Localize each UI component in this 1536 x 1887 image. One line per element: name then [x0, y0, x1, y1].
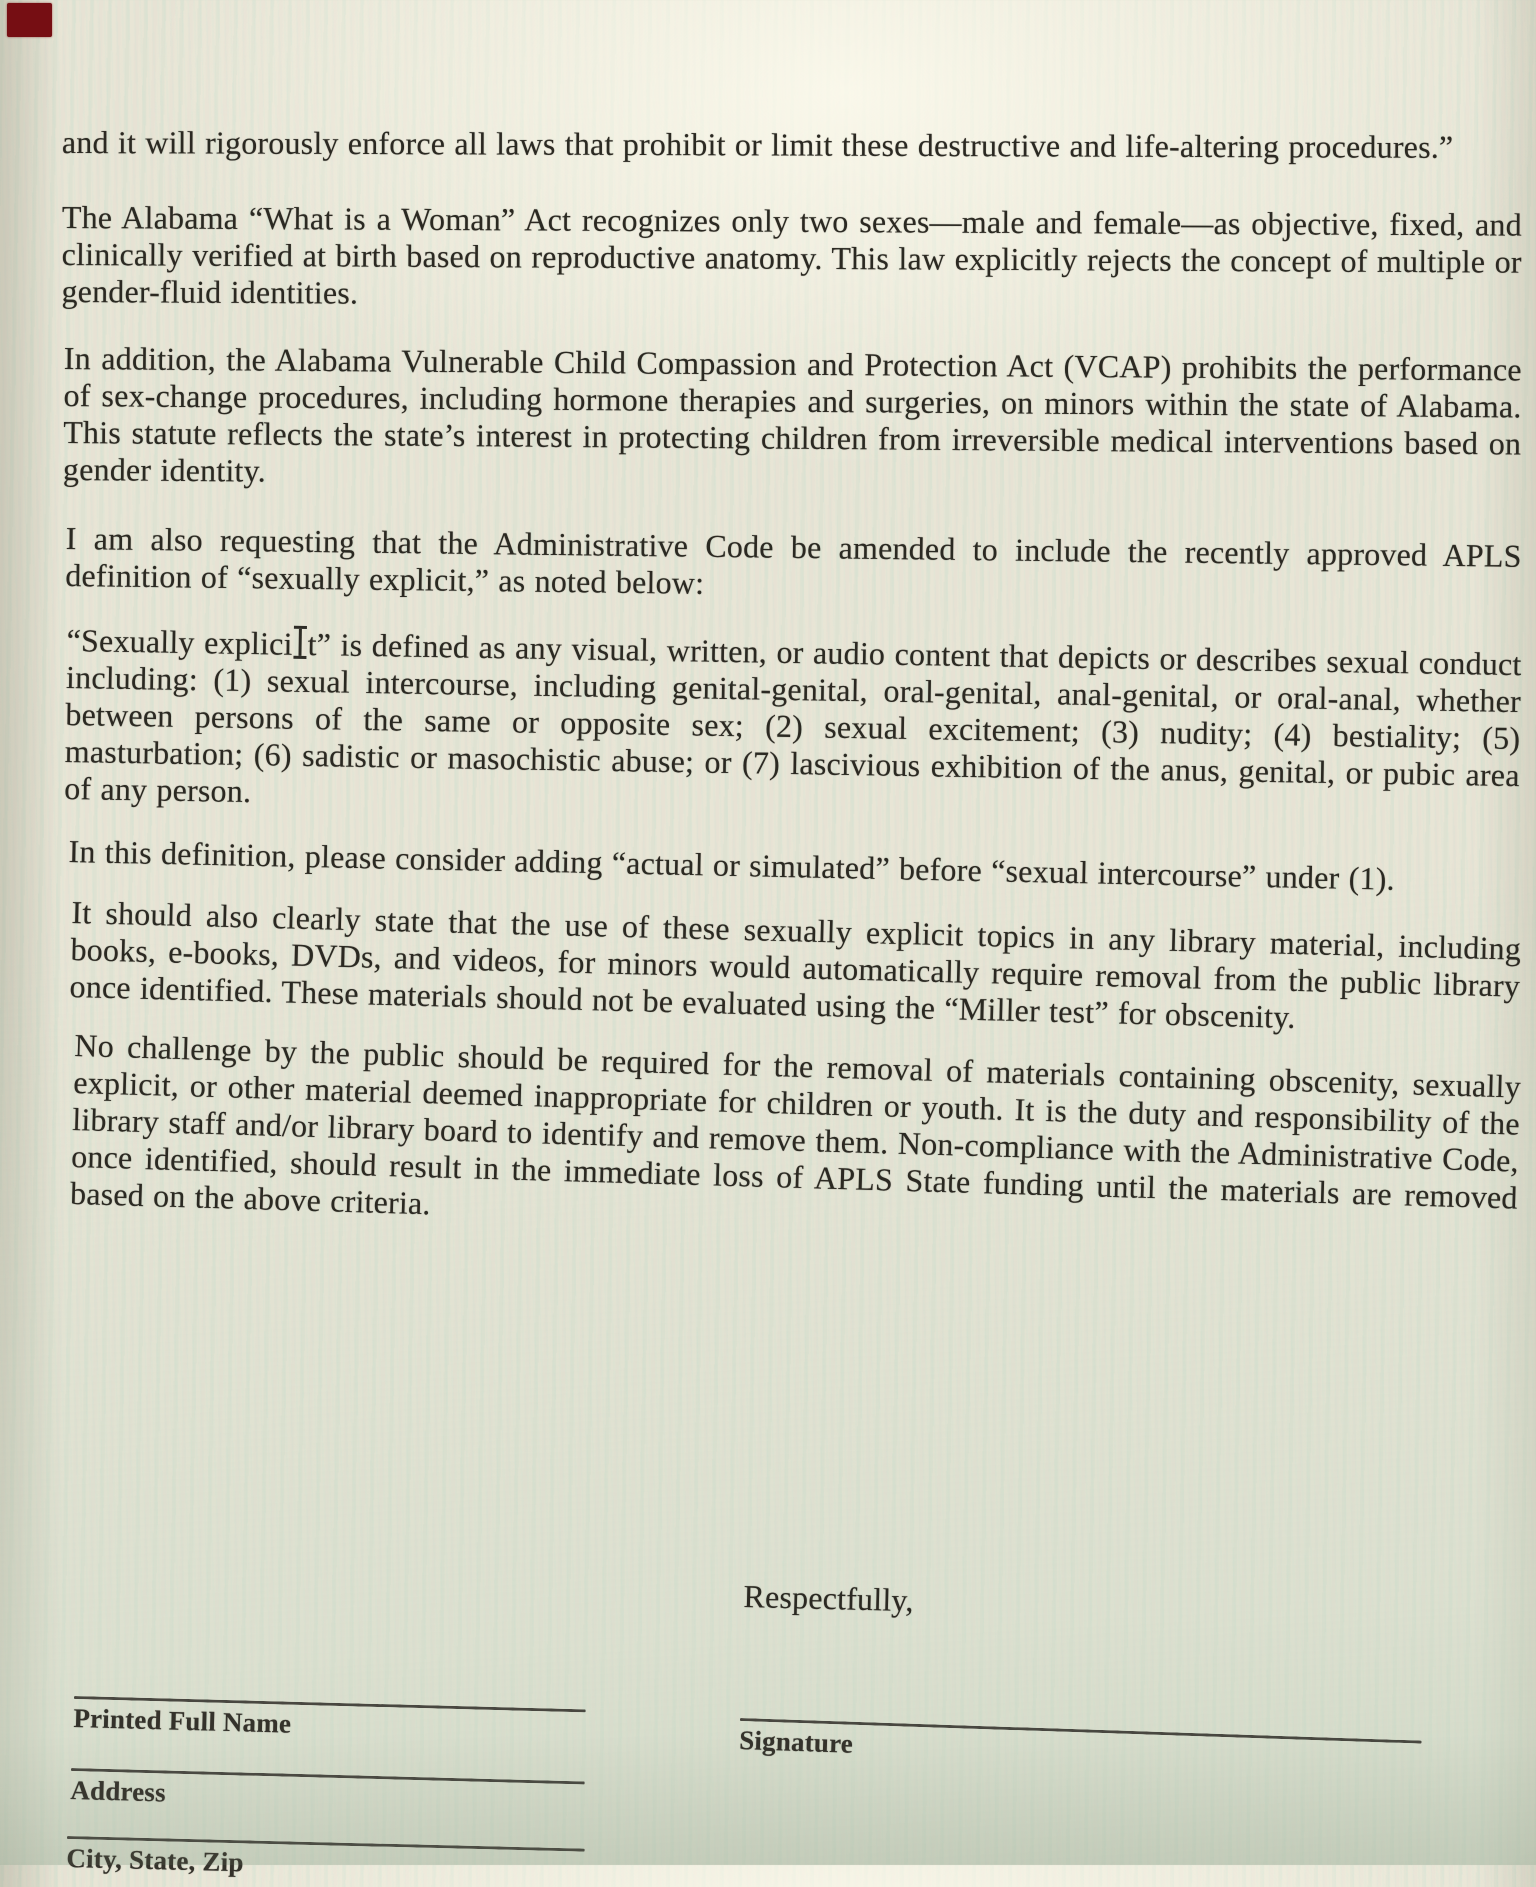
paragraph-what-is-a-woman-act: The Alabama “What is a Woman” Act recognizes only two sexes—male and female—as objective, fixed, and clinically verified at birth based on reproductive anatomy. This law explicitly rejects the concept of multiple or gender-fluid identities. — [61, 199, 1522, 311]
text-cursor-ibeam-icon — [293, 626, 307, 659]
letter-page — [61, 0, 1522, 1222]
paragraph-no-challenge-required: No challenge by the public should be required for the removal of materials containing obscenity, sexually explicit, or other material deemed inappropriate for children or youth. It is the duty and responsibility of the library staff and/or library board to identify and remove them. Non-compliance with the Administrative Code, once identified, should result in the immediate loss of APLS State funding until the materials are removed based on the above criteria. — [69, 1027, 1522, 1222]
definition-text-before-cursor: “Sexually explici — [66, 622, 293, 662]
red-corner-artifact — [7, 3, 52, 37]
signature-field — [739, 1718, 1422, 1779]
definition-text-after-cursor: t” is defined as any visual, written, or audio content that depicts or describes sexual conduct including: (1) sexual intercourse, including genital-genital, oral-genital, anal-genital, or oral-anal, whether between persons of the same or opposite sex; (2) sexual excitement; (3) nudity; (4) bestiality; (5) masturbation; (6) sadistic or masochistic abuse; or (7) lascivious exhibition of the anus, genital, or pubic area of any person. — [63, 625, 1522, 810]
address-field — [70, 1768, 585, 1819]
paragraph-enforcement-closing-quote: and it will rigorously enforce all laws that prohibit or limit these destructive and life-altering procedures.” — [61, 124, 1454, 165]
signature-form — [0, 1682, 1536, 1878]
address-label: Address — [70, 1774, 167, 1808]
paragraph-apls-request: I am also requesting that the Administrative Code be amended to include the recently approved APLS definition of “sexually explicit,” as noted below: — [65, 520, 1522, 601]
city-state-zip-label: City, State, Zip — [66, 1842, 244, 1878]
paragraph-vcap-act: In addition, the Alabama Vulnerable Child Compassion and Protection Act (VCAP) prohibits the performance of sex-change procedures, including hormone therapies and surgeries, on minors within the state of Alabama. This statute reflects the state’s interest in protecting children from irreversible medical interventions based on gender identity. — [62, 340, 1522, 489]
paragraph-library-material-removal: It should also clearly state that the use of these sexually explicit topics in any library material, including books, e-books, DVDs, and videos, for minors would automatically require removal from the public library once identified. These materials should not be evaluated using the “Miller test” for obscenity. — [69, 894, 1522, 1035]
signature-label: Signature — [738, 1724, 854, 1759]
paragraph-sexually-explicit-definition — [64, 622, 1522, 831]
printed-name-field — [73, 1696, 586, 1747]
printed-name-label: Printed Full Name — [73, 1702, 292, 1739]
closing-respectfully: Respectfully, — [743, 1578, 915, 1619]
city-state-zip-field — [66, 1836, 585, 1887]
paragraph-definition-amendment: In this definition, please consider adding “actual or simulated” before “sexual intercourse” under (1). — [68, 833, 1396, 897]
